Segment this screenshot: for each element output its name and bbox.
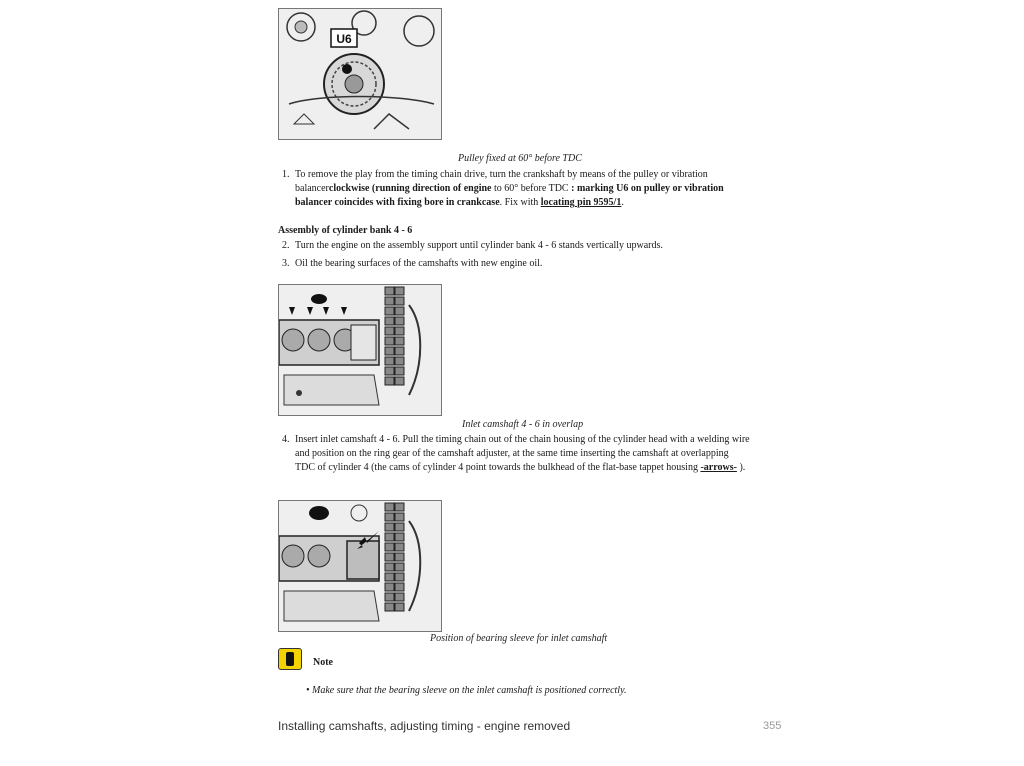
step-3-number: 3. <box>282 258 290 269</box>
note-label: Note <box>313 657 333 668</box>
step-4-text: Insert inlet camshaft 4 - 6. Pull the timing chain out of the chain housing of the cylinder head with a welding wire and position on the ring gear of the camshaft adjuster, at the same time inserting the camshaft at overlapping TDC of cylinder 4 (the cams of cylinder 4 point towards the bulkhead of the flat-base tappet housing -arrows- ). <box>295 434 750 473</box>
step-4-number: 4. <box>282 434 290 445</box>
info-icon <box>278 648 302 670</box>
section-heading: Assembly of cylinder bank 4 - 6 <box>278 225 413 236</box>
note-bullet: • Make sure that the bearing sleeve on the inlet camshaft is positioned correctly. <box>306 685 627 696</box>
figure-camshaft-overlap <box>278 284 442 416</box>
figure-bearing-sleeve <box>278 500 442 632</box>
footer-title: Installing camshafts, adjusting timing - engine removed <box>278 719 571 733</box>
arrows-link[interactable]: -arrows- <box>700 462 737 473</box>
locating-pin-link[interactable]: locating pin 9595/1 <box>540 197 622 208</box>
figure-2-caption: Inlet camshaft 4 - 6 in overlap <box>462 419 584 430</box>
figure-3-caption: Position of bearing sleeve for inlet camshaft <box>430 633 608 644</box>
figure-pulley <box>278 8 442 140</box>
step-2-number: 2. <box>282 240 290 251</box>
step-1-text: To remove the play from the timing chain drive, turn the crankshaft by means of the pulley or vibration balancerclockwise (running direction of engine to 60° before TDC : marking U6 on pulley or vibration balancer coincides with fixing bore in crankcase. Fix with locating pin 9595/1. <box>295 169 724 208</box>
figure-1-caption: Pulley fixed at 60° before TDC <box>458 153 582 164</box>
page-number: 355 <box>763 720 782 732</box>
step-3-text: Oil the bearing surfaces of the camshafts with new engine oil. <box>295 258 543 269</box>
step-1-number: 1. <box>282 169 290 180</box>
pulley-marking-label: U6 <box>336 32 352 46</box>
step-2-text: Turn the engine on the assembly support until cylinder bank 4 - 6 stands vertically upwards. <box>295 240 663 251</box>
